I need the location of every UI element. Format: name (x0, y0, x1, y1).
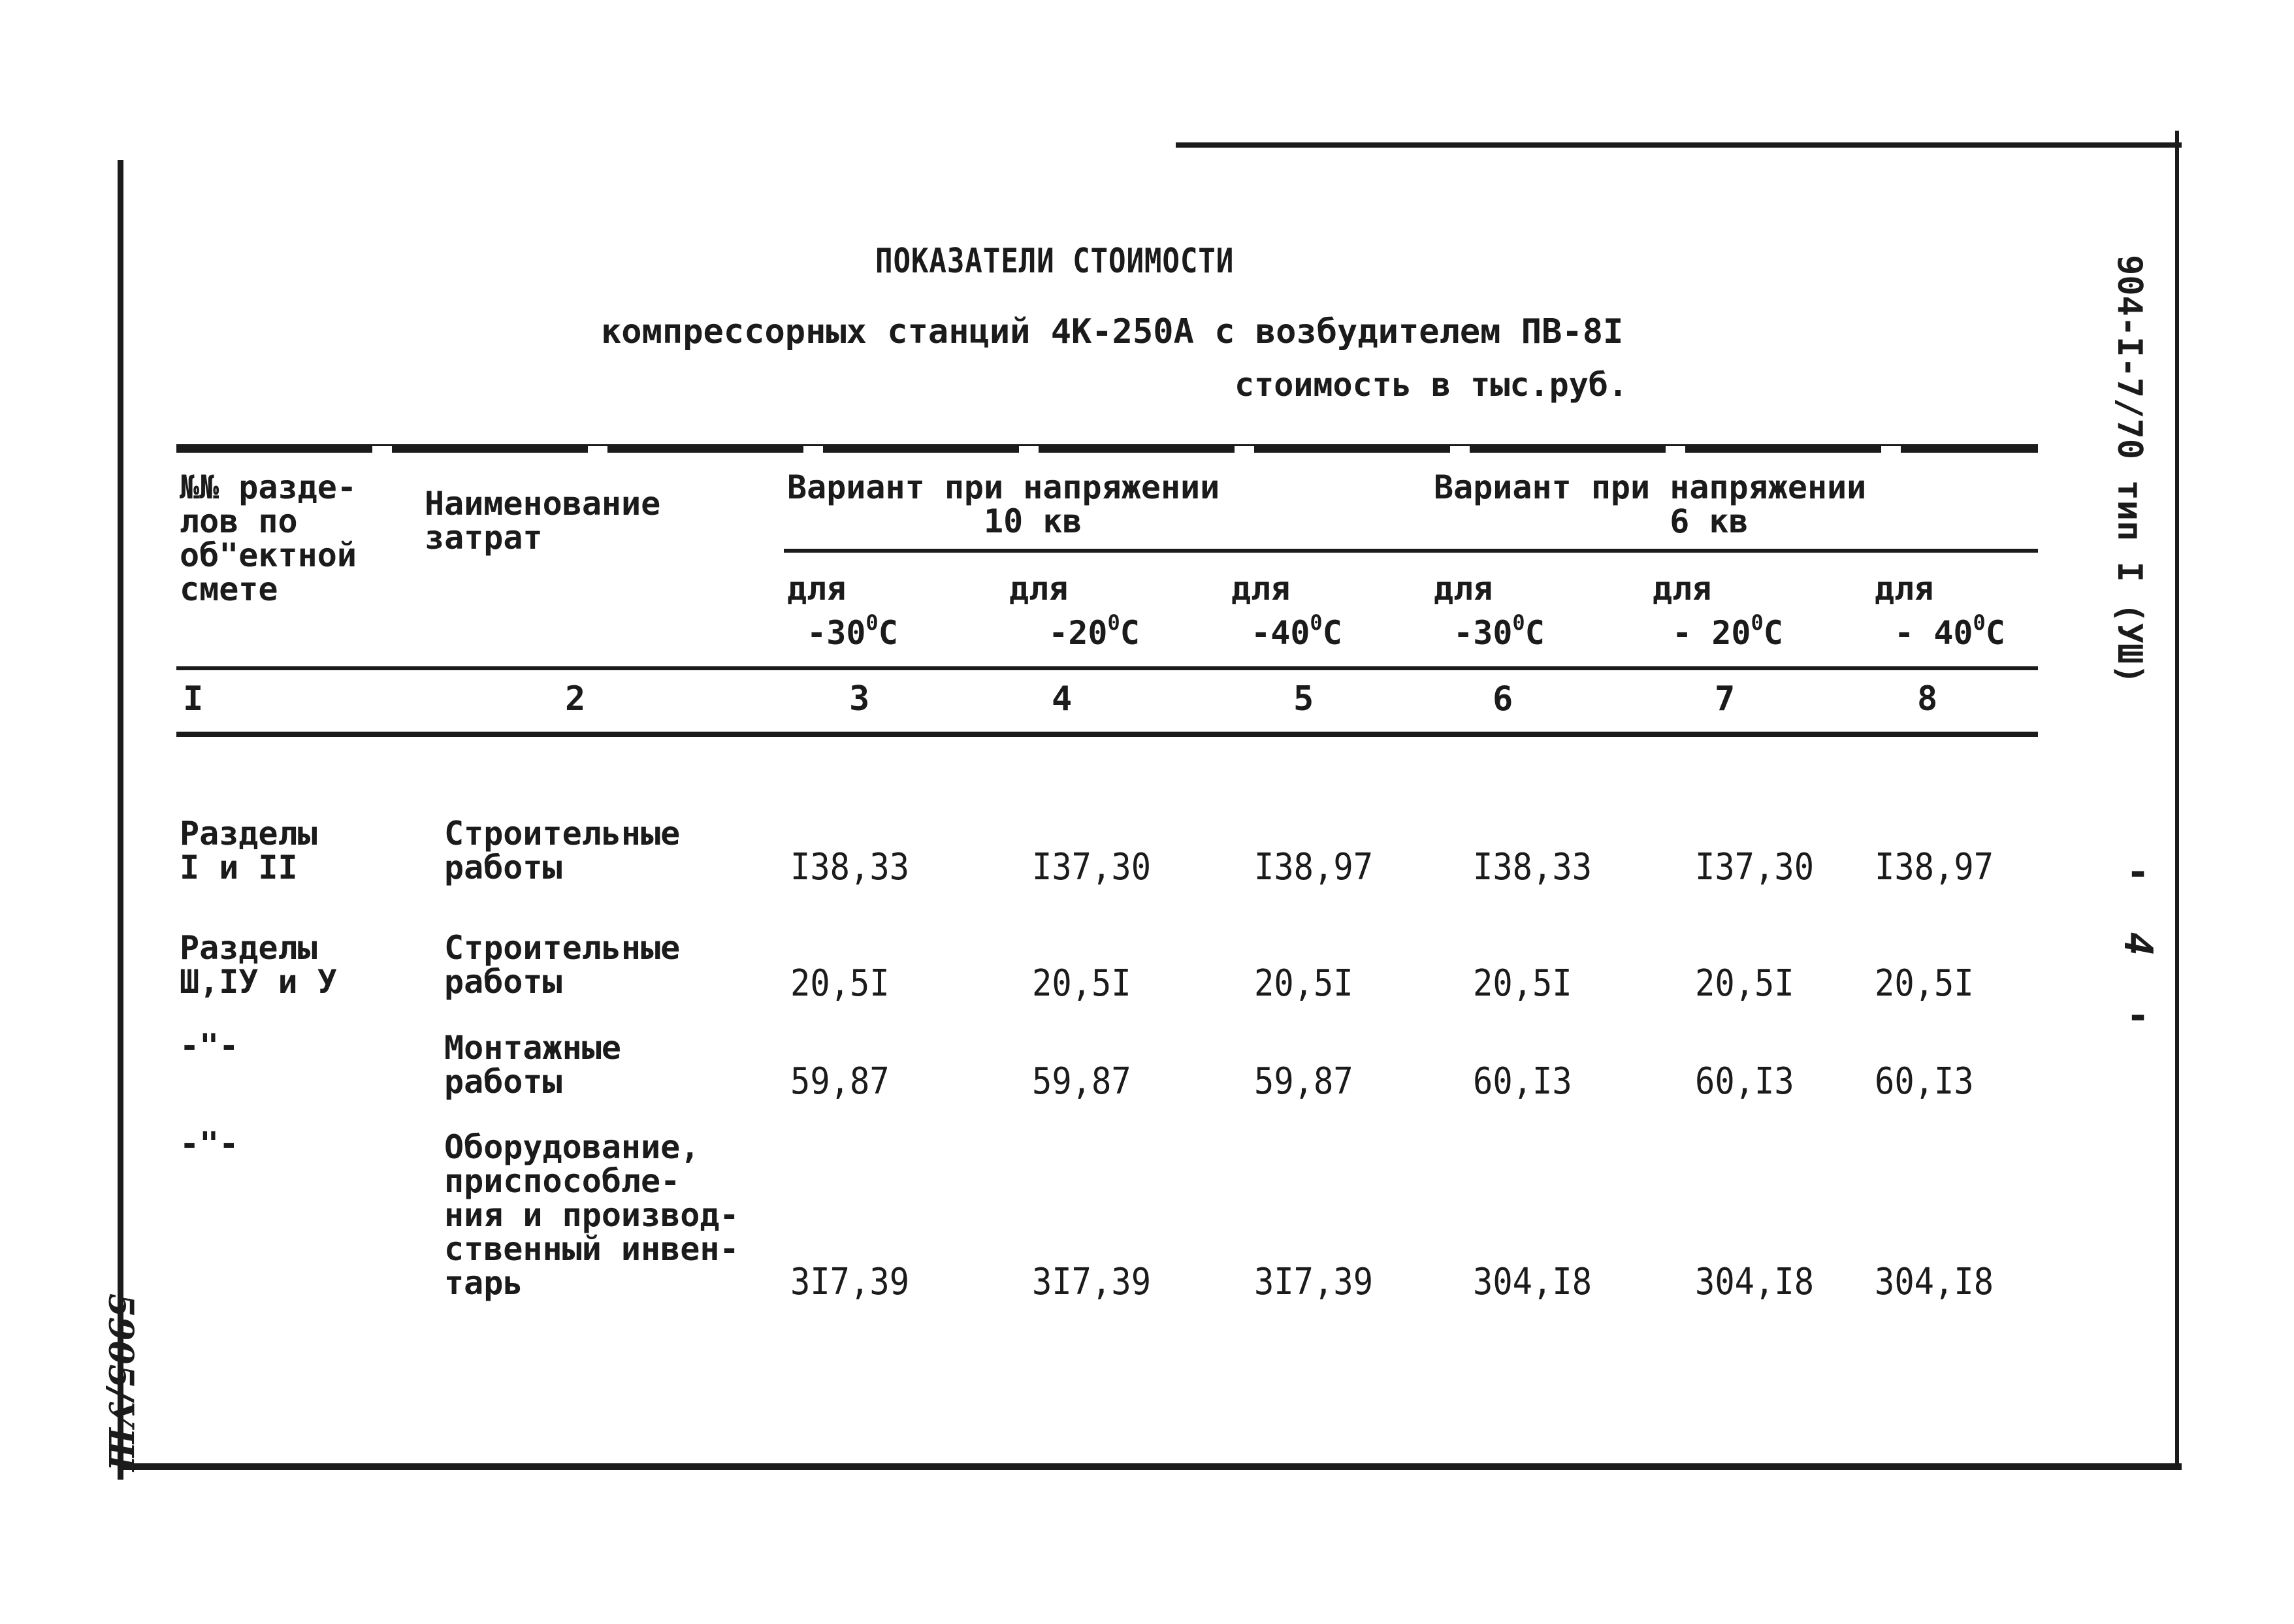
frame-left-border (118, 160, 123, 1480)
frame-right-border (2175, 131, 2179, 1470)
row-cost-name: Строительные работы (444, 929, 681, 1001)
row-value: 20,5I (1875, 962, 1974, 1005)
row-cost-name: Оборудование, приспособле- ния и производ- ственный инвен- тарь (444, 1128, 739, 1302)
sub-header-6: для - $40^0С$ (1875, 570, 2005, 652)
row-value: 60,I3 (1473, 1060, 1572, 1103)
header-cost-name: Наименование затрат (425, 485, 661, 557)
sub-header-2: для $-20^0С$ (1009, 570, 1140, 652)
row-section: -"- (180, 1027, 239, 1065)
column-number-1: I (183, 679, 204, 719)
row-value: 3I7,39 (790, 1261, 910, 1303)
row-value: 304,I8 (1875, 1261, 1994, 1303)
page-dash-bottom: - (2126, 993, 2150, 1039)
row-section: -"- (180, 1125, 239, 1163)
row-value: 20,5I (1032, 962, 1131, 1005)
header-variant-10kv: Вариант при напряжении 10 кв (787, 468, 1220, 540)
header-variant-6kv: Вариант при напряжении 6 кв (1434, 468, 1867, 540)
row-value: 59,87 (1254, 1060, 1353, 1103)
row-section: Разделы I и II (180, 815, 317, 886)
group-header-rule (784, 549, 2038, 553)
frame-top-border (1176, 142, 2182, 148)
row-cost-name: Монтажные работы (444, 1029, 621, 1101)
column-number-3: 3 (849, 679, 870, 719)
table-top-rule (176, 444, 2038, 453)
row-value: I37,30 (1032, 846, 1152, 888)
sub-header-4: для $-30^0С$ (1434, 570, 1545, 652)
row-value: 60,I3 (1695, 1060, 1794, 1103)
row-value: 59,87 (790, 1060, 890, 1103)
row-value: 20,5I (1695, 962, 1794, 1005)
row-value: 304,I8 (1473, 1261, 1592, 1303)
page-number: 4 (2115, 932, 2161, 956)
column-number-5: 5 (1293, 679, 1314, 719)
row-value: I38,97 (1254, 846, 1374, 888)
document-code: 904-I-7/70 тип I (УШ) (2110, 255, 2149, 685)
column-number-6: 6 (1493, 679, 1513, 719)
row-value: I38,33 (1473, 846, 1592, 888)
sub-header-5: для - $20^0С$ (1653, 570, 1783, 652)
row-section: Разделы Ш,IУ и У (180, 929, 337, 1001)
archive-stamp: 5905/УШ (101, 1293, 140, 1471)
row-value: I37,30 (1695, 846, 1815, 888)
row-value: 304,I8 (1695, 1261, 1815, 1303)
column-number-2: 2 (565, 679, 586, 719)
row-value: I38,97 (1875, 846, 1994, 888)
row-value: 20,5I (790, 962, 890, 1005)
page-dash-top: - (2126, 849, 2150, 895)
column-numbers-top-rule (176, 666, 2038, 670)
units-note: стоимость в тыс.руб. (1235, 366, 1628, 404)
sub-header-1: для $-30^0С$ (787, 570, 898, 652)
document-subtitle: компрессорных станций 4К-250А с возбудителем ПВ-8I (601, 312, 1624, 351)
row-value: 60,I3 (1875, 1060, 1974, 1103)
frame-bottom-border (118, 1463, 2182, 1470)
page-mark (2115, 849, 2161, 1039)
row-value: 20,5I (1254, 962, 1353, 1005)
row-value: I38,33 (790, 846, 910, 888)
row-cost-name: Строительные работы (444, 815, 681, 886)
row-value: 3I7,39 (1254, 1261, 1374, 1303)
column-numbers-bottom-rule (176, 732, 2038, 737)
document-title: ПОКАЗАТЕЛИ СТОИМОСТИ (875, 242, 1235, 281)
sub-header-3: для $-40^0С$ (1231, 570, 1342, 652)
row-value: 20,5I (1473, 962, 1572, 1005)
row-value: 59,87 (1032, 1060, 1131, 1103)
column-number-7: 7 (1715, 679, 1736, 719)
column-number-8: 8 (1917, 679, 1938, 719)
row-value: 3I7,39 (1032, 1261, 1152, 1303)
header-section-numbers: №№ разде- лов по об"ектной смете (180, 468, 357, 608)
column-number-4: 4 (1052, 679, 1073, 719)
